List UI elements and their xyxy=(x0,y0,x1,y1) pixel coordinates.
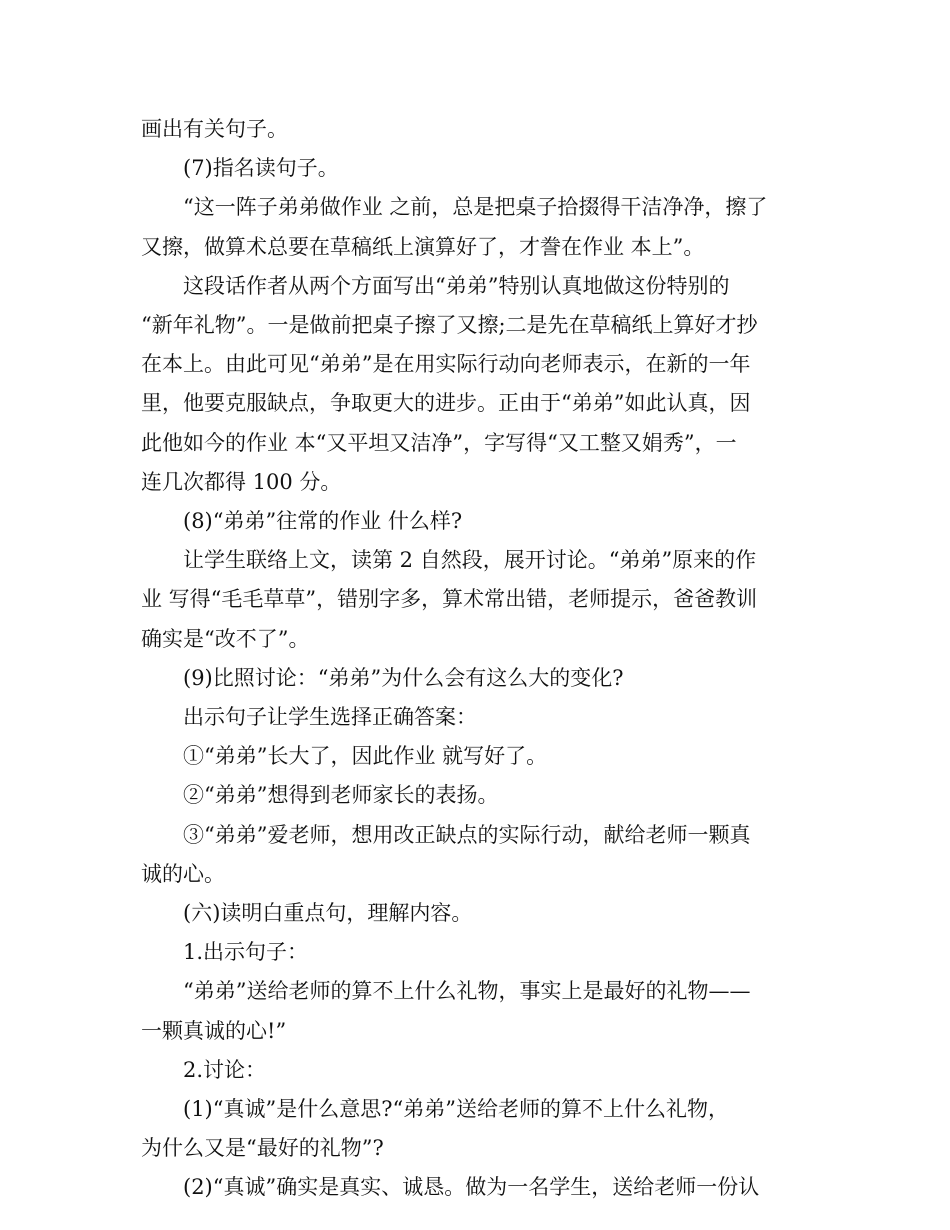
text-line: 连几次都得 100 分。 xyxy=(141,469,342,494)
text-line: (8)“弟弟”往常的作业 什么样? xyxy=(183,509,463,534)
text-line: 让学生联络上文，读第 2 自然段，展开讨论。“弟弟”原来的作 xyxy=(183,548,757,573)
text-line: 画出有关句子。 xyxy=(141,117,288,141)
text-line: 里，他要克服缺点，争取更大的进步。正由于“弟弟”如此认真，因 xyxy=(141,391,751,416)
text-line: ③“弟弟”爱老师，想用改正缺点的实际行动，献给老师一颗真 xyxy=(183,822,751,847)
text-line: 一颗真诚的心!” xyxy=(141,1018,287,1043)
text-line: ①“弟弟”长大了，因此作业 就写好了。 xyxy=(183,744,548,769)
text-line: 此他如今的作业 本“又平坦又洁净”，字写得“又工整又娟秀”，一 xyxy=(141,430,737,455)
text-line: 在本上。由此可见“弟弟”是在用实际行动向老师表示，在新的一年 xyxy=(141,352,751,377)
text-line: “新年礼物”。一是做前把桌子擦了又擦;二是先在草稿纸上算好才抄 xyxy=(141,313,758,338)
text-line: 为什么又是“最好的礼物”? xyxy=(141,1136,384,1161)
text-line: ②“弟弟”想得到老师家长的表扬。 xyxy=(183,783,499,808)
text-line: 1.出示句子： xyxy=(183,940,309,965)
document-body xyxy=(141,110,813,1208)
text-line: 2.讨论： xyxy=(183,1057,267,1082)
text-line: 这段话作者从两个方面写出“弟弟”特别认真地做这份特别的 xyxy=(183,273,730,298)
text-line: 出示句子让学生选择正确答案： xyxy=(183,705,477,730)
text-line: (7)指名读句子。 xyxy=(183,156,339,181)
text-line: 诚的心。 xyxy=(141,861,225,886)
text-line: 又擦，做算术总要在草稿纸上演算好了，才誊在作业 本上”。 xyxy=(141,234,705,259)
text-line: “这一阵子弟弟做作业 之前，总是把桌子拾掇得干洁净净，擦了 xyxy=(183,195,768,220)
text-line: 确实是“改不了”。 xyxy=(141,626,310,651)
text-line: “弟弟”送给老师的算不上什么礼物，事实上是最好的礼物—— xyxy=(183,979,751,1004)
text-line: (9)比照讨论：“弟弟”为什么会有这么大的变化? xyxy=(183,665,624,690)
text-line: 业 写得“毛毛草草”，错别字多，算术常出错，老师提示，爸爸教训 xyxy=(141,587,758,612)
text-line: (1)“真诚”是什么意思?“弟弟”送给老师的算不上什么礼物， xyxy=(183,1097,729,1122)
text-line: (2)“真诚”确实是真实、诚恳。做为一名学生，送给老师一份认 xyxy=(183,1175,760,1200)
text-line: (六)读明白重点句，理解内容。 xyxy=(183,901,473,926)
